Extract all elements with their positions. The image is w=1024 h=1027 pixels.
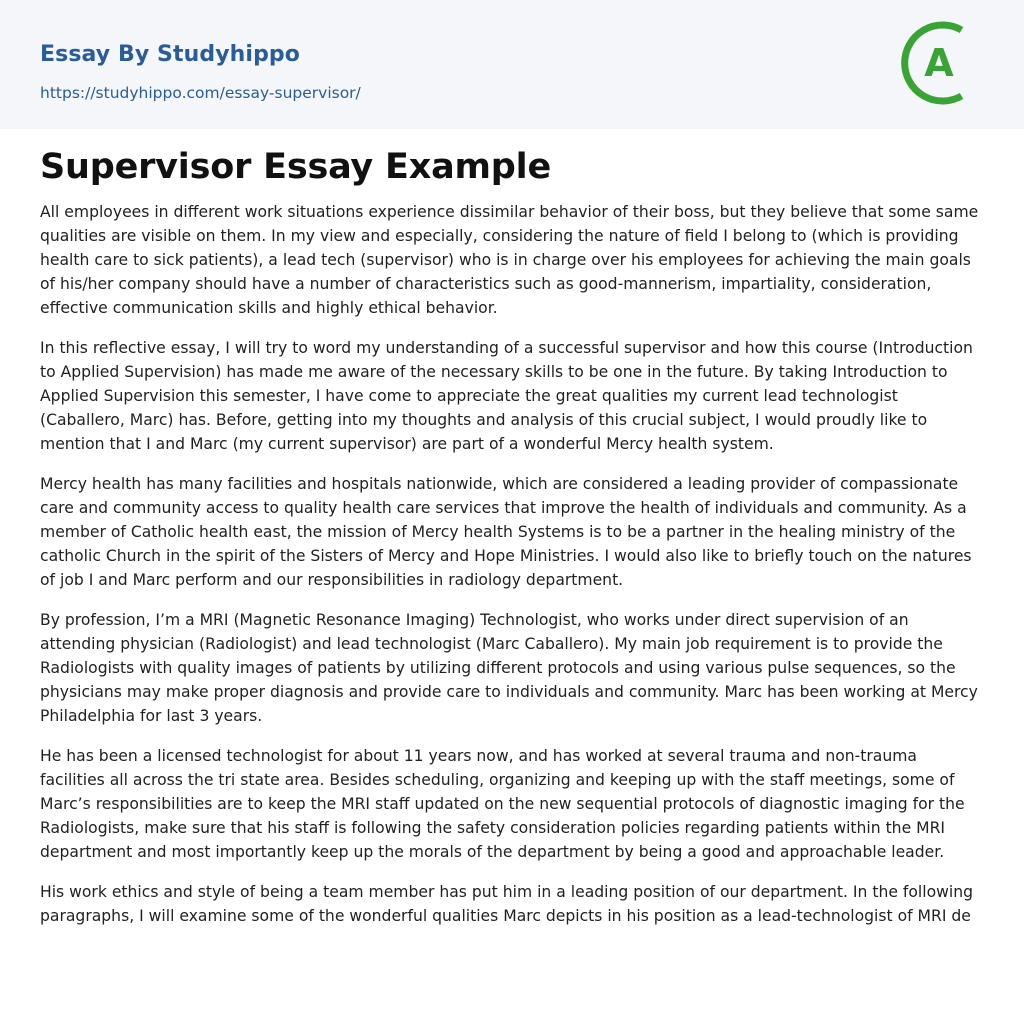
article-paragraph: All employees in different work situations experience dissimilar behavior of their boss, but they believe that some same qualities are visible on them. In my view and especially, considering the nature of field I belong to (which is providing health care to sick patients), a lead tech (supervisor) who is in charge over his employees for achieving the main goals of his/her company should have a number of characteristics such as good-mannerism, impartiality, consideration, effective communication skills and highly ethical behavior. [40,203,979,317]
article-title: Supervisor Essay Example [40,147,551,187]
page-url-link[interactable]: https://studyhippo.com/essay-supervisor/ [40,84,361,102]
site-title[interactable]: Essay By Studyhippo [40,42,300,67]
article [40,143,986,944]
site-header [0,0,1024,129]
article-paragraph: His work ethics and style of being a team member has put him in a leading position of our department. In the following paragraphs, I will examine some of the wonderful qualities Marc depicts in his position as a lead-technologist of MRI de [40,883,973,925]
logo-letter: A [924,41,954,85]
studyhippo-logo-icon[interactable] [898,18,988,108]
article-paragraph: By profession, I’m a MRI (Magnetic Resonance Imaging) Technologist, who works under direct supervision of an attending physician (Radiologist) and lead technologist (Marc Caballero). My main job requirement is to provide the Radiologists with quality images of patients by utilizing different protocols and using various pulse sequences, so the physicians may make proper diagnosis and provide care to individuals and community. Marc has been working at Mercy Philadelphia for last 3 years. [40,611,978,725]
article-paragraph: In this reflective essay, I will try to word my understanding of a successful supervisor and how this course (Introduction to Applied Supervision) has made me aware of the necessary skills to be one in the future. By taking Introduction to Applied Supervision this semester, I have come to appreciate the great qualities my current lead technologist (Caballero, Marc) has. Before, getting into my thoughts and analysis of this crucial subject, I would proudly like to mention that I and Marc (my current supervisor) are part of a wonderful Mercy health system. [40,339,973,453]
article-paragraph: He has been a licensed technologist for about 11 years now, and has worked at several trauma and non-trauma facilities all across the tri state area. Besides scheduling, organizing and keeping up with the staff meetings, some of Marc’s responsibilities are to keep the MRI staff updated on the new sequential protocols of diagnostic imaging for the Radiologists, make sure that his staff is following the safety consideration policies regarding patients within the MRI department and most importantly keep up the morals of the department by being a good and approachable leader. [40,747,965,861]
article-paragraph: Mercy health has many facilities and hospitals nationwide, which are considered a leading provider of compassionate care and community access to quality health care services that improve the health of individuals and community. As a member of Catholic health east, the mission of Mercy health Systems is to be a partner in the healing ministry of the catholic Church in the spirit of the Sisters of Mercy and Hope Ministries. I would also like to briefly touch on the natures of job I and Marc perform and our responsibilities in radiology department. [40,475,972,589]
